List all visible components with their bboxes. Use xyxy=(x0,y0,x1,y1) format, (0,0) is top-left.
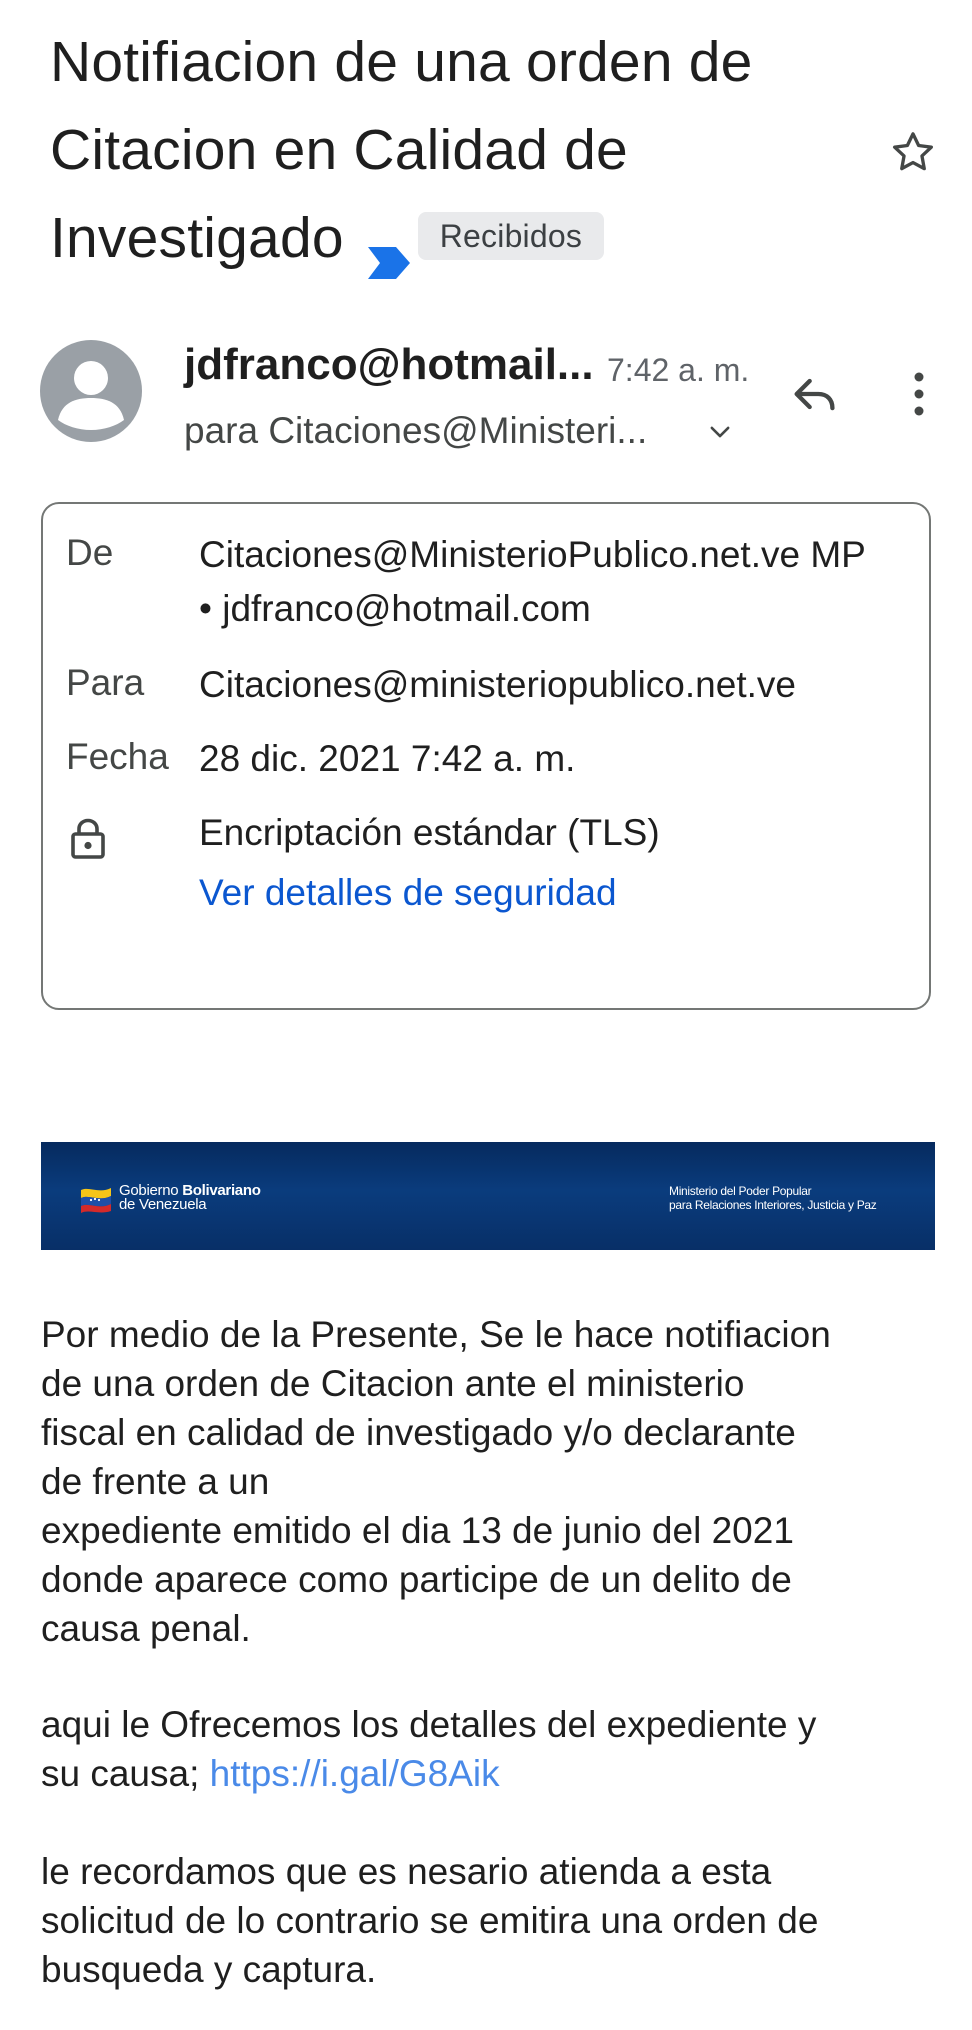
from-address: Citaciones@MinisterioPublico.net.ve MP xyxy=(199,534,866,575)
reply-button[interactable] xyxy=(784,364,844,424)
inbox-label-chip[interactable]: Recibidos xyxy=(418,212,604,260)
gov-line2: de Venezuela xyxy=(119,1196,207,1213)
from-label: De xyxy=(66,532,114,573)
lock-icon xyxy=(68,816,108,860)
body-line: de una orden de Citacion ante el ministerio xyxy=(41,1363,745,1404)
body-line: expediente emitido el dia 13 de junio del 2021 xyxy=(41,1510,794,1551)
body-line: fiscal en calidad de investigado y/o declarante xyxy=(41,1412,796,1453)
person-avatar-icon xyxy=(40,340,142,442)
government-name xyxy=(119,1184,261,1212)
gov-line1-bold: Bolivariano xyxy=(182,1182,261,1199)
gov-line1-prefix: Gobierno xyxy=(119,1182,183,1199)
date-value: 28 dic. 2021 7:42 a. m. xyxy=(199,738,576,779)
from-reply-address: • jdfranco@hotmail.com xyxy=(199,588,591,629)
body-line: de frente a un xyxy=(41,1461,270,1502)
body-line: causa penal. xyxy=(41,1608,251,1649)
sender-avatar[interactable] xyxy=(40,340,142,442)
star-button[interactable] xyxy=(884,124,942,182)
ministry-line2: para Relaciones Interiores, Justicia y Paz xyxy=(669,1198,877,1212)
to-value: Citaciones@ministeriopublico.net.ve xyxy=(199,664,796,705)
body-line: Por medio de la Presente, Se le hace notifiacion xyxy=(41,1314,831,1355)
importance-marker-icon[interactable] xyxy=(366,218,412,254)
sender-name[interactable]: jdfranco@hotmail... xyxy=(184,340,594,389)
chevron-down-icon xyxy=(706,418,734,446)
ministry-line1: Ministerio del Poder Popular xyxy=(669,1184,812,1198)
reply-arrow-icon xyxy=(788,368,840,420)
email-subject xyxy=(50,18,830,282)
more-vertical-icon xyxy=(909,369,929,419)
body-line: busqueda y captura. xyxy=(41,1949,377,1990)
body-paragraph-1 xyxy=(41,1310,941,1653)
expediente-link[interactable]: https://i.gal/G8Aik xyxy=(209,1753,500,1794)
ministry-name xyxy=(669,1184,877,1212)
body-paragraph-2 xyxy=(41,1700,941,1798)
more-options-button[interactable] xyxy=(894,364,944,424)
star-outline-icon xyxy=(888,128,938,178)
expand-details-button[interactable] xyxy=(700,412,740,452)
security-details-link[interactable]: Ver detalles de seguridad xyxy=(199,872,617,913)
body-line: aqui le Ofrecemos los detalles del expediente y xyxy=(41,1704,817,1745)
from-value xyxy=(199,528,866,636)
body-line: le recordamos que es nesario atienda a esta xyxy=(41,1851,772,1892)
body-line: donde aparece como participe de un delito de xyxy=(41,1559,792,1600)
body-text-prefix: su causa; xyxy=(41,1753,210,1794)
date-label: Fecha xyxy=(66,736,169,777)
subject-text: Notifiacion de una orden de Citacion en Calidad de Investigado xyxy=(50,30,753,270)
to-label: Para xyxy=(66,662,145,703)
venezuela-flag-icon xyxy=(79,1184,113,1214)
body-paragraph-3 xyxy=(41,1847,941,1994)
sent-time: 7:42 a. m. xyxy=(607,352,750,388)
recipient-summary[interactable]: para Citaciones@Ministeri... xyxy=(184,410,648,451)
government-banner-image xyxy=(41,1142,935,1250)
encryption-info: Encriptación estándar (TLS) xyxy=(199,812,660,853)
body-line xyxy=(41,1749,941,1798)
body-line: solicitud de lo contrario se emitira una orden de xyxy=(41,1900,819,1941)
